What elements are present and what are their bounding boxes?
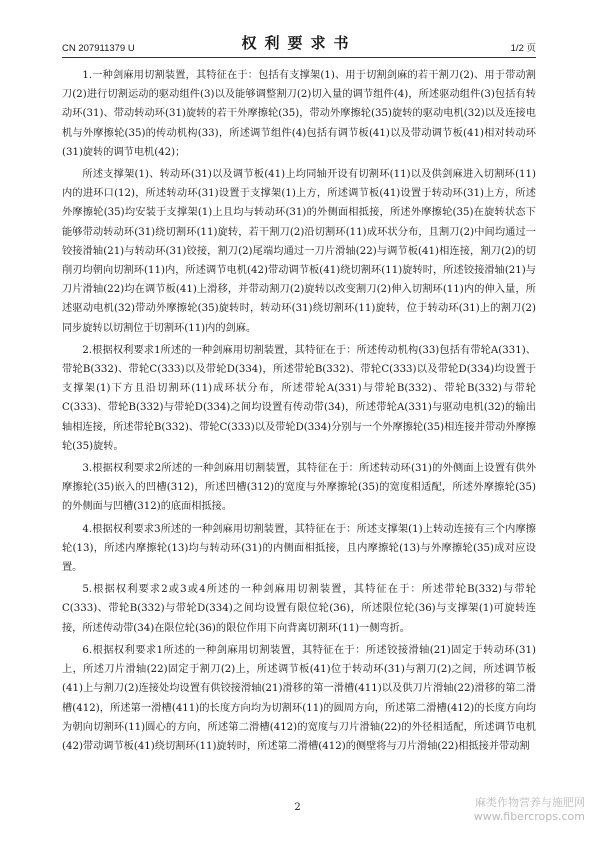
- watermark-url: www.fibercrops.com: [473, 810, 585, 823]
- claims-body: [62, 66, 536, 759]
- claim-4: 4.根据权利要求3所述的一种剑麻用切割装置，其特征在于：所述支撑架(1)上转动连接有三个内摩擦轮(13)，所述内摩擦轮(13)均与转动环(31)的内侧面相抵接，且内摩擦轮(13)与外摩擦轮(35)成对应设置。: [62, 523, 536, 574]
- claim-5: 5.根据权利要求2或3或4所述的一种剑麻用切割装置，其特征在于：所述带轮B(332)与带轮C(333)、带轮B(332)与带轮D(334)之间均设置有限位轮(36)，所述限位轮(36)与支撑架(1)可旋转连接，所述传动带(34)在限位轮(36)的限位作用下向背离切割环(11)一侧弯折。: [62, 584, 536, 634]
- page-counter: 1/2 页: [510, 43, 536, 54]
- publication-number: CN 207911379 U: [62, 43, 135, 54]
- claim-6: 6.根据权利要求1所述的一种剑麻用切割装置，其特征在于：所述铰接滑轴(21)固定于转动环(31)上，所述刀片滑轴(22)固定于割刀(2)上，所述调节板(41)位于转动环(31)与割刀(2)之间，所述调节板(41)上与割刀(2)连接处均设置有供铰接滑轴(21)滑移的第一滑槽(411)以及供刀片滑轴(22)滑移的第二滑槽(412)，所述第一滑槽(411)的长度方向均为切割环(11)的圆周方向，所述第二滑槽(412)的长度方向均为朝向切割环(11)圆心的方向，所述第二滑槽(412)的宽度与刀片滑轴(22)的外径相适配，所述调节电机(42)带动调节板(41)绕切割环(11)旋转时，所述第二滑槽(412)的侧壁将与刀片滑轴(22)相抵接并带动割: [62, 644, 536, 752]
- page-number: 2: [294, 802, 301, 813]
- watermark: [474, 796, 585, 824]
- claim-2: 2.根据权利要求1所述的一种剑麻用切割装置，其特征在于：所述传动机构(33)包括有带轮A(331)、带轮B(332)、带轮C(333)以及带轮D(334)，所述带轮B(332)、带轮C(333)以及带轮D(334)均设置于支撑架(1)下方且沿切割环(11)成环状分布，所述带轮A(331)与带轮B(332)、带轮B(332)与带轮C(333)、带轮B(332)与带轮D(334)之间均设置有传动带(34)，所述带轮A(331)与驱动电机(32)的输出轴相连接，所述带轮B(332)、带轮C(333)以及带轮D(334)分别与一个外摩擦轮(35)相连接并带动外摩擦轮(35)旋转。: [62, 344, 536, 452]
- page-header: [62, 32, 536, 58]
- claim-1: 1.一种剑麻用切割装置，其特征在于：包括有支撑架(1)、用于切割剑麻的若干割刀(2)、用于带动割刀(2)进行切割运动的驱动组件(3)以及能够调整割刀(2)切入量的调节组件(4)，所述驱动组件(3)包括有转动环(31)、带动转动环(31)旋转的若干外摩擦轮(35)，带动外摩擦轮(35)旋转的驱动电机(32)以及连接电机与外摩擦轮(35)的传动机构(33)，所述调节组件(4)包括有调节板(41)以及带动调节板(41)相对转动环(31)旋转的调节电机(42)；: [62, 70, 536, 158]
- claim-1-continued: 所述支撑架(1)、转动环(31)以及调节板(41)上均同轴开设有切割环(11)以及供剑麻进入切割环(11)内的进环口(12)，所述转动环(31)设置于支撑架(1)上方，所述调节板(41)设置于转动环(31)上方，所述外摩擦轮(35)均安装于支撑架(1)上且均与转动环(31)的外侧面相抵接，所述外摩擦轮(35)在旋转状态下能够带动转动环(31)绕切割环(11)旋转，若干割刀(2)沿切割环(11)成环状分布，且割刀(2)中间均通过一铰接滑轴(21)与转动环(31)铰接，割刀(2)尾端均通过一刀片滑轴(22)与调节板(41)相连接，割刀(2)的切削刃均朝向切割环(11)内，所述调节电机(42)带动调节板(41)绕切割环(11)旋转时，所述铰接滑轴(21)与刀片滑轴(22)均在调节板(41)上滑移，并带动割刀(2)旋转以改变割刀(2)伸入切割环(11)内的伸入量，所述驱动电机(32)带动外摩擦轮(35)旋转时，转动环(31)绕切割环(11)旋转，位于转动环(31)上的割刀(2)同步旋转以切割位于切割环(11)内的剑麻。: [62, 169, 536, 334]
- claim-3: 3.根据权利要求2所述的一种剑麻用切割装置，其特征在于：所述转动环(31)的外侧面上设置有供外摩擦轮(35)嵌入的凹槽(312)，所述凹槽(312)的宽度与外摩擦轮(35)的宽度相适配，所述外摩擦轮(35)的外侧面与凹槽(312)的底面相抵接。: [62, 463, 536, 513]
- watermark-site-name: 麻类作物营养与施肥网: [475, 796, 585, 809]
- document-title: 权利要求书: [241, 34, 357, 52]
